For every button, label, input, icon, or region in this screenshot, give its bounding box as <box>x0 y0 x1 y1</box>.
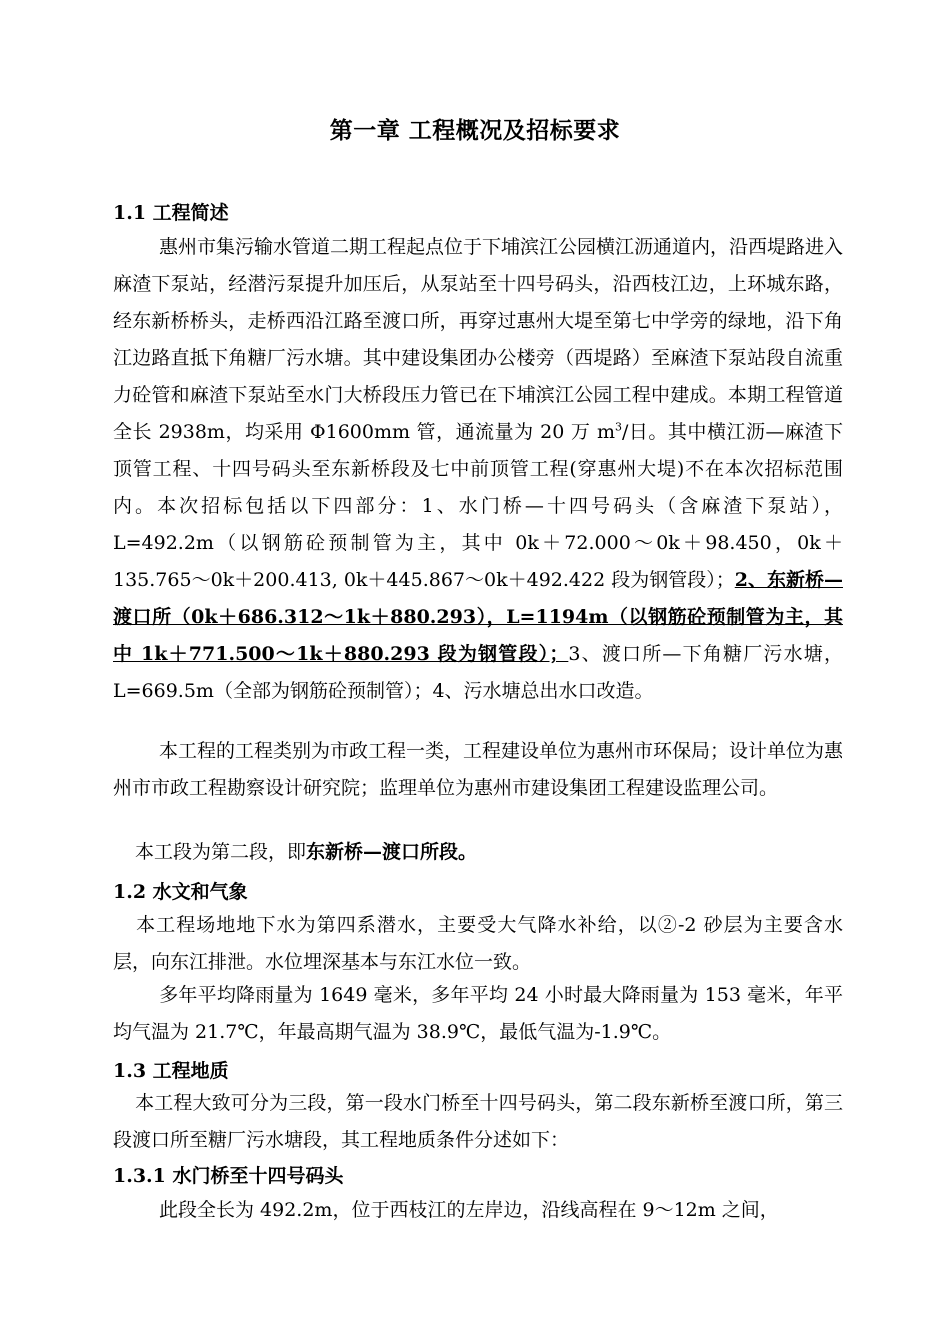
chapter-title: 第一章 工程概况及招标要求 <box>329 117 621 144</box>
s12-p2-text: 多年平均降雨量为 1649 毫米，多年平均 24 小时最大降雨量为 153 毫米，年平均气温为 21.7℃，年最高期气温为 38.9℃，最低气温为-1.9℃。 <box>113 984 843 1043</box>
s11-p1-part-b: /日。其中横江沥—麻渣下顶管工程、十四号码头至东新桥段及七中前顶管工程(穿惠州大堤)不在本次招标范围内。本次招标包括以下四部分：1、水门桥—十四号码头（含麻渣下泵站），L=492.2m（以钢筋砼预制管为主，其中 0k＋72.000～0k＋98.450，0k＋135.765～0k＋200.413, 0k＋445.867～0k＋492.422 段为钢管段）； <box>113 421 844 591</box>
s13-p2-text: 此段全长为 492.2m，位于西枝江的左岸边，沿线高程在 9～12m 之间， <box>159 1199 779 1221</box>
section-1-2-paragraph-2 <box>113 977 843 1051</box>
s11-p3-bold: 东新桥—渡口所段。 <box>306 841 478 863</box>
section-1-1-paragraph-2 <box>113 733 843 807</box>
section-1-3-heading: 1.3 工程地质 <box>113 1060 229 1082</box>
s11-p3-text: 本工段为第二段，即 <box>135 841 307 863</box>
s13-p1-text: 本工程大致可分为三段，第一段水门桥至十四号码头，第二段东新桥至渡口所，第三段渡口所至糖厂污水塘段，其工程地质条件分述如下： <box>113 1092 843 1151</box>
s11-p1-bold-underlined: 2、东新桥—渡口所（0k＋686.312～1k＋880.293），L=1194m（以钢筋砼预制管为主，其中 1k＋771.500～1k＋880.293 段为钢管段）； <box>113 569 843 665</box>
section-1-1-heading: 1.1 工程简述 <box>113 202 229 224</box>
section-1-1-paragraph-1 <box>113 229 843 710</box>
s11-p2-text: 本工程的工程类别为市政工程一类，工程建设单位为惠州市环保局；设计单位为惠州市市政工程勘察设计研究院；监理单位为惠州市建设集团工程建设监理公司。 <box>113 740 844 799</box>
s11-p1-superscript: 3 <box>614 420 622 434</box>
s11-p1-part-a: 惠州市集污输水管道二期工程起点位于下埔滨江公园横江沥通道内，沿西堤路进入麻渣下泵站，经潜污泵提升加压后，从泵站至十四号码头，沿西枝江边，上环城东路，经东新桥桥头，走桥西沿江路至渡口所，再穿过惠州大堤至第七中学旁的绿地，沿下角江边路直抵下角糖厂污水塘。其中建设集团办公楼旁（西堤路）至麻渣下泵站段自流重力砼管和麻渣下泵站至水门大桥段压力管已在下埔滨江公园工程中建成。本期工程管道全长 2938m，均采用 Φ1600mm 管，通流量为 20 万 m <box>113 236 844 443</box>
section-1-2-heading: 1.2 水文和气象 <box>113 881 248 903</box>
section-1-1-paragraph-3 <box>113 834 843 871</box>
section-1-2-paragraph-1 <box>113 907 843 981</box>
section-1-3-1-paragraph <box>113 1192 843 1229</box>
s12-p1-text: 本工程场地地下水为第四系潜水，主要受大气降水补给，以②-2 砂层为主要含水层，向东江排泄。水位埋深基本与东江水位一致。 <box>113 914 843 973</box>
s11-p1-part-c: 3、渡口所—下角糖厂污水塘，L=669.5m（全部为钢筋砼预制管）；4、污水塘总出水口改造。 <box>113 643 844 702</box>
section-1-3-paragraph-1 <box>113 1085 843 1159</box>
section-1-3-1-heading: 1.3.1 水门桥至十四号码头 <box>113 1165 344 1187</box>
